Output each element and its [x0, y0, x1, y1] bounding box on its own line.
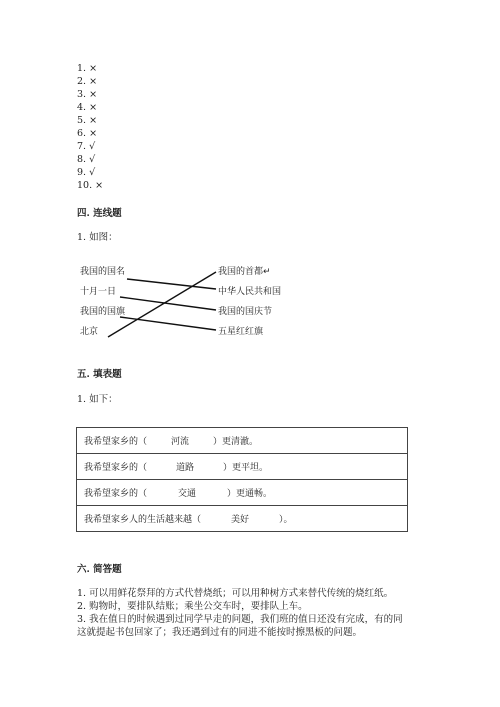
row-suffix: ）更清澈。 [213, 437, 259, 447]
answer-item: 3. × [77, 89, 98, 100]
match-left-item: 北京 [80, 327, 99, 337]
row-answer: 交通 [178, 489, 197, 499]
answer-item: 7. √ [77, 141, 96, 152]
row-prefix: 我希望家乡的（ [84, 437, 148, 447]
answer-line: 2. 购物时，要排队结账；乘坐公交车时，要排队上车。 [77, 601, 308, 612]
answer-item: 1. × [77, 63, 98, 74]
match-right-item: 我国的国庆节 [218, 307, 273, 317]
section-title: 四. 连线题 [77, 208, 122, 219]
match-left-item: 我国的国名 [80, 267, 126, 277]
match-right-item: 中华人民共和国 [218, 287, 282, 297]
answer-item: 6. × [77, 128, 98, 139]
answer-item: 9. √ [77, 167, 96, 178]
row-suffix: ）。 [279, 515, 293, 525]
table-row [77, 480, 408, 506]
table-row [77, 506, 408, 532]
row-prefix: 我希望家乡的（ [84, 463, 148, 473]
answer-item: 8. √ [77, 154, 96, 165]
section-subtitle: 1. 如下： [77, 394, 118, 405]
match-right-item: 我国的首都↵ [218, 267, 271, 277]
answer-line: 3. 我在值日的时候遇到过同学早走的问题，我们班的值日还没有完成，有的同 [77, 614, 403, 625]
answer-item: 10. × [77, 180, 104, 191]
match-left-item: 我国的国旗 [80, 307, 126, 317]
answer-item: 5. × [77, 115, 98, 126]
match-left-item: 十月一日 [80, 287, 117, 297]
row-answer: 道路 [176, 463, 195, 473]
section-subtitle: 1. 如图： [77, 232, 118, 243]
match-line [120, 297, 216, 310]
table-row [77, 428, 408, 454]
row-suffix: ）更平坦。 [223, 463, 269, 473]
answer-item: 2. × [77, 76, 98, 87]
answer-line: 这就提起书包回家了；我还遇到过有的同进不能按时擦黑板的问题。 [77, 627, 363, 638]
row-prefix: 我希望家乡人的生活越来越（ [84, 515, 202, 525]
section-title: 五. 填表题 [77, 369, 122, 380]
row-answer: 美好 [231, 515, 250, 525]
answer-item: 4. × [77, 102, 98, 113]
row-prefix: 我希望家乡的（ [84, 489, 148, 499]
table-row [77, 454, 408, 480]
match-right-item: 五星红红旗 [218, 327, 264, 337]
section-title: 六. 简答题 [77, 564, 122, 575]
row-answer: 河流 [171, 437, 190, 447]
fill-table [76, 427, 408, 532]
row-suffix: ）更通畅。 [227, 489, 273, 499]
answer-line: 1. 可以用鲜花祭拜的方式代替烧纸；可以用种树方式来替代传统的烧红纸。 [77, 588, 394, 599]
match-line [120, 317, 216, 330]
